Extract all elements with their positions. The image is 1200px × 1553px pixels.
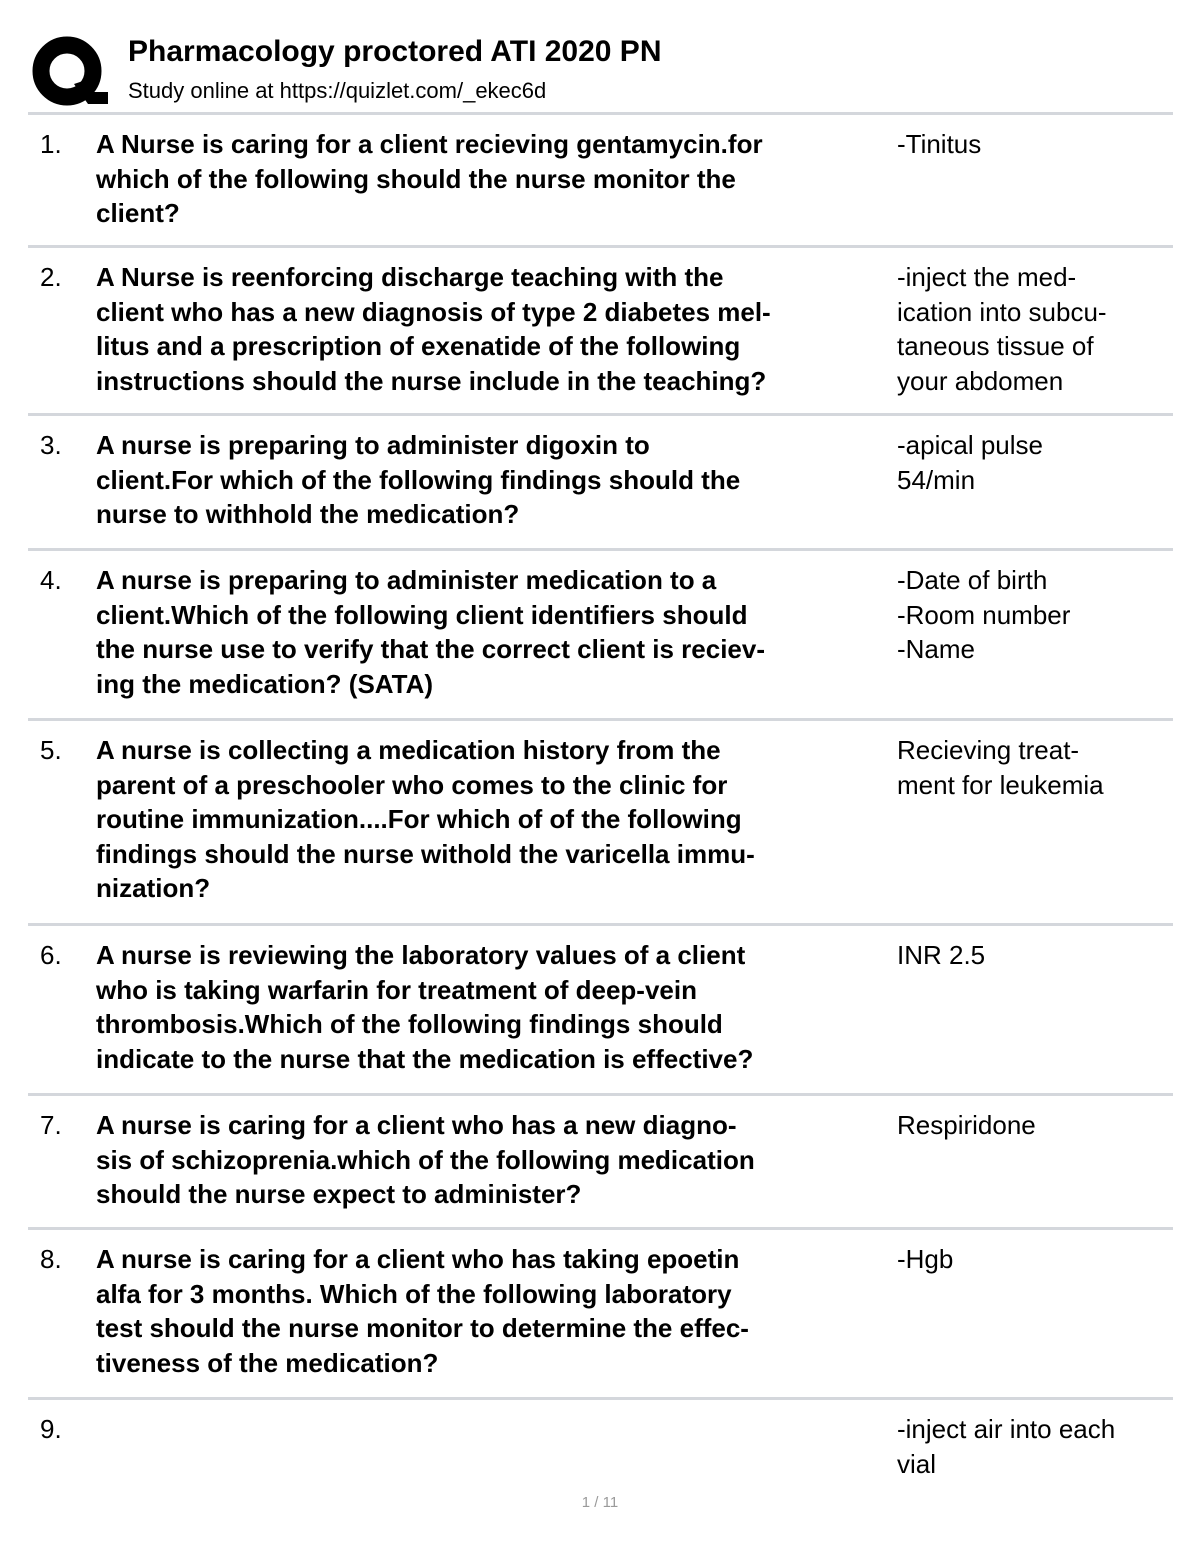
card-number: 2. [40,262,62,292]
card-number: 8. [40,1244,62,1274]
card-definition: -apical pulse 54/min [897,430,1043,495]
card-number: 4. [40,565,62,595]
card-definition: -Hgb [897,1244,954,1274]
flashcard-row [28,548,1173,721]
card-number: 9. [40,1414,62,1444]
card-number: 5. [40,735,62,765]
study-online-line [128,78,546,104]
flashcard-row [28,245,1173,416]
flashcard-row [28,1093,1173,1230]
card-definition: INR 2.5 [897,940,986,970]
card-term: A nurse is preparing to administer medication to a client.Which of the following client identifiers should the nurse use to verify that the correct client is reciev- ing the medication? (SATA) [96,565,766,699]
card-definition: -Tinitus [897,129,982,159]
card-definition: -Date of birth -Room number -Name [897,565,1071,664]
card-term: A nurse is collecting a medication history from the parent of a preschooler who comes to the clinic for routine immunization....For which of of the following findings should the nurse withold the varicella immu- nization? [96,735,755,903]
card-number: 7. [40,1110,62,1140]
quizlet-q-logo-icon [30,34,108,112]
flashcard-row [28,1227,1173,1400]
card-definition: -inject air into each vial [897,1414,1116,1479]
card-definition: Respiridone [897,1110,1036,1140]
document-header [30,28,1175,108]
card-term: A nurse is caring for a client who has a new diagno- sis of schizoprenia.which of the following medication should the nurse expect to administer? [96,1110,755,1209]
card-term: A nurse is caring for a client who has taking epoetin alfa for 3 months. Which of the following laboratory test should the nurse monitor to determine the effec- tiveness of the medication? [96,1244,749,1378]
card-definition: Recieving treat- ment for leukemia [897,735,1104,800]
page-indicator: 1 / 11 [581,1494,619,1511]
card-term: A Nurse is reenforcing discharge teaching with the client who has a new diagnosis of type 2 diabetes mel- litus and a prescription of exenatide of the following instructions should the nurse include in the teaching? [96,262,771,396]
flashcard-row [28,112,1173,248]
document-title: Pharmacology proctored ATI 2020 PN [128,35,662,68]
card-term: A nurse is preparing to administer digoxin to client.For which of the following findings should the nurse to withhold the medication? [96,430,741,529]
card-number: 3. [40,430,62,460]
card-term: A nurse is reviewing the laboratory values of a client who is taking warfarin for treatment of deep-vein thrombosis.Which of the following findings should indicate to the nurse that the medication is effective? [96,940,754,1074]
study-online-label: Study online at [128,78,280,103]
flashcard-row [28,923,1173,1096]
card-number: 1. [40,129,62,159]
flashcard-row [28,718,1173,926]
flashcard-row [28,1397,1173,1490]
card-definition: -inject the med- ication into subcu- taneous tissue of your abdomen [897,262,1107,396]
flashcard-row [28,413,1173,551]
card-term: A Nurse is caring for a client recieving gentamycin.for which of the following should the nurse monitor the client? [96,129,763,228]
card-number: 6. [40,940,62,970]
study-online-link[interactable]: https://quizlet.com/_ekec6d [279,78,547,103]
